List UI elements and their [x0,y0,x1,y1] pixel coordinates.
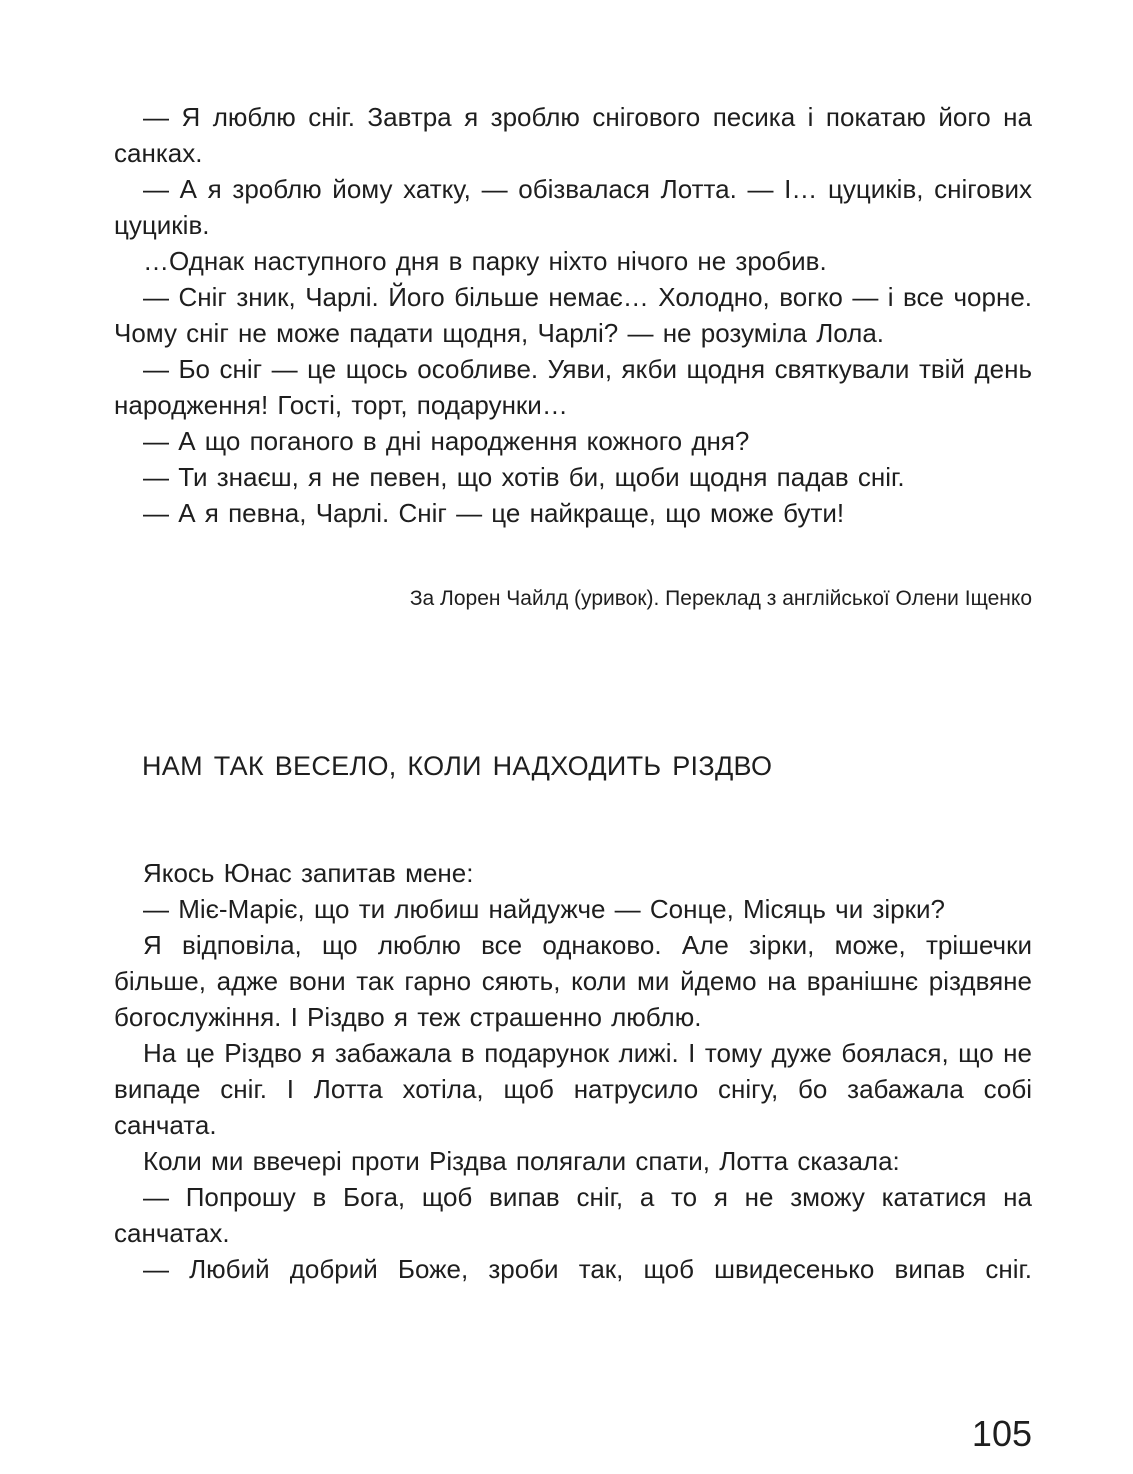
paragraph: — А я зроблю йому хатку, — обізвалася Лотта. — І… цуциків, снігових цуциків. [114,174,1032,240]
paragraph: — Сніг зник, Чарлі. Його більше немає… Холодно, вогко — і все чорне. Чому сніг не може падати щодня, Чарлі? — не розуміла Лола. [114,282,1032,348]
paragraph: Я відповіла, що люблю все однаково. Але зірки, може, трішечки більше, адже вони так гарно сяють, коли ми йдемо на вранішнє різдвяне богослужіння. І Різдво я теж страшенно люблю. [114,930,1032,1032]
source-credit: За Лорен Чайлд (уривок). Переклад з англійської Олени Іщенко [409,587,1032,610]
paragraph: — А що поганого в дні народження кожного дня? [143,426,750,456]
paragraph: Коли ми ввечері проти Різдва полягали спати, Лотта сказала: [143,1146,900,1176]
paragraph: — А я певна, Чарлі. Сніг — це найкраще, що може бути! [143,498,845,528]
paragraph: — Любий добрий Боже, зроби так, щоб швидесенько випав сніг. [143,1254,1032,1284]
paragraph: …Однак наступного дня в парку ніхто нічого не зробив. [143,246,827,276]
story-title: НАМ ТАК ВЕСЕЛО, КОЛИ НАДХОДИТЬ РІЗДВО [142,751,773,781]
paragraph: — Бо сніг — це щось особливе. Уяви, якби щодня святкували твій день народження! Гості, торт, подарунки… [114,354,1032,420]
story-text [114,855,1032,1287]
page-number: 105 [971,1413,1032,1454]
paragraph: — Міє-Маріє, що ти любиш найдужче — Сонце, Місяць чи зірки? [143,894,945,924]
paragraph: Якось Юнас запитав мене: [143,858,474,888]
excerpt-text [114,99,1032,531]
paragraph: — Я люблю сніг. Завтра я зроблю снігового песика і покатаю його на санках. [114,102,1032,168]
paragraph: На це Різдво я забажала в подарунок лижі. І тому дуже боялася, що не випаде сніг. І Лотта хотіла, щоб натрусило снігу, бо забажала собі санчата. [114,1038,1032,1140]
paragraph: — Попрошу в Бога, щоб випав сніг, а то я не зможу кататися на санчатах. [114,1182,1032,1248]
paragraph: — Ти знаєш, я не певен, що хотів би, щоби щодня падав сніг. [143,462,905,492]
